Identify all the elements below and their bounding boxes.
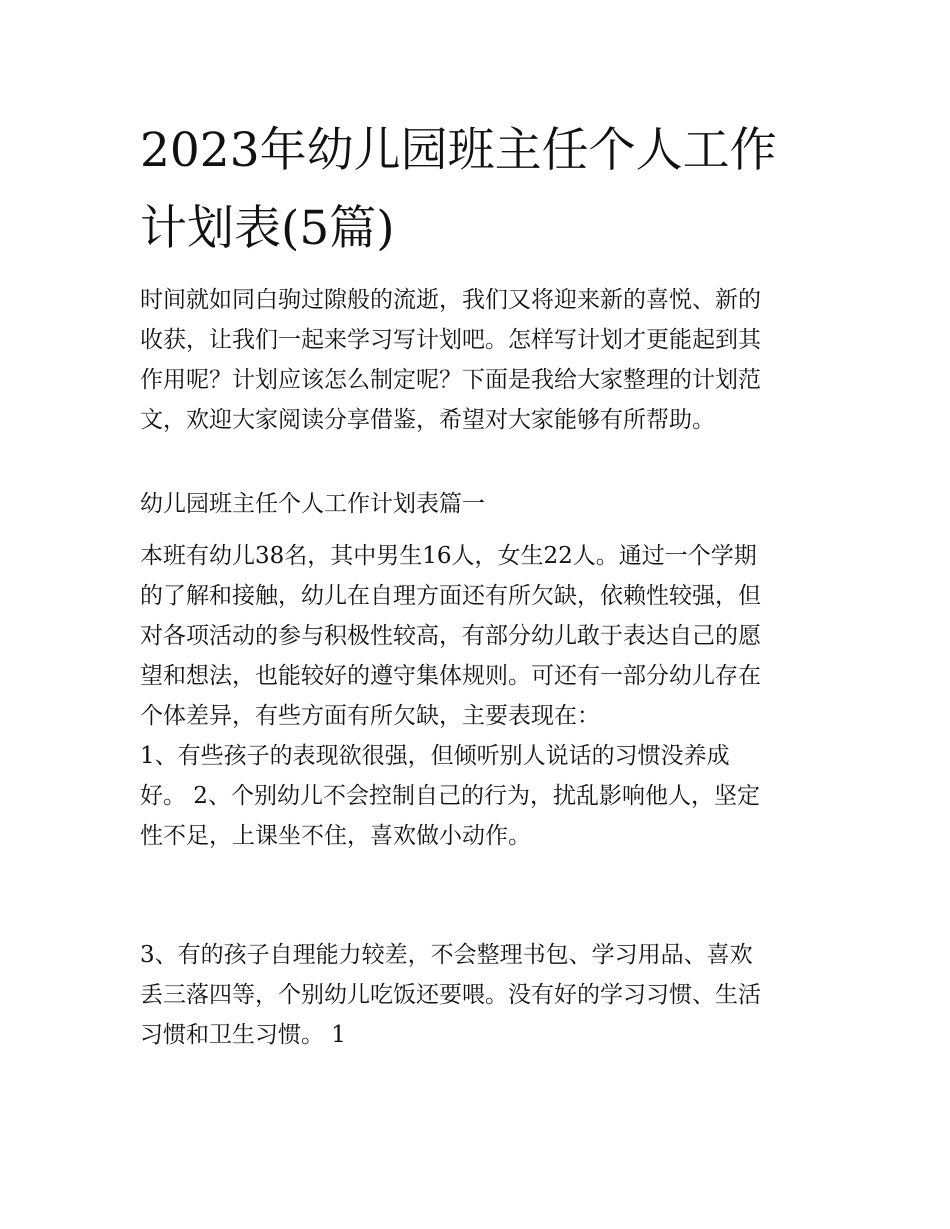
section-heading [140, 484, 830, 524]
item3-line-3: 习惯和卫生习惯。 1 [140, 1022, 346, 1048]
document-title [140, 112, 820, 268]
title-line-1: 2023年幼儿园班主任个人工作 [140, 123, 777, 178]
paragraph-line-3: 对各项活动的参与积极性较高，有部分幼儿敢于表达自己的愿 [140, 623, 761, 649]
paragraph-line-7: 好。 2、个别幼儿不会控制自己的行为，扰乱影响他人，坚定 [140, 783, 760, 809]
paragraph-line-6: 1、有些孩子的表现欲很强，但倾听别人说话的习惯没养成 [140, 743, 730, 769]
body-paragraph [140, 536, 830, 856]
intro-paragraph [140, 280, 830, 440]
section-heading-text: 幼儿园班主任个人工作计划表篇一 [140, 491, 485, 517]
list-item-3 [140, 935, 830, 1055]
paragraph-line-5: 个体差异，有些方面有所欠缺，主要表现在： [140, 703, 600, 729]
paragraph-line-8: 性不足，上课坐不住，喜欢做小动作。 [140, 823, 531, 849]
intro-line-1: 时间就如同白驹过隙般的流逝，我们又将迎来新的喜悦、新的 [140, 287, 761, 313]
paragraph-line-2: 的了解和接触，幼儿在自理方面还有所欠缺，依赖性较强，但 [140, 583, 761, 609]
item3-line-2: 丢三落四等，个别幼儿吃饭还要喂。没有好的学习习惯、生活 [140, 982, 761, 1008]
paragraph-line-1: 本班有幼儿38名，其中男生16人，女生22人。通过一个学期 [140, 543, 757, 569]
intro-line-3: 作用呢？计划应该怎么制定呢？下面是我给大家整理的计划范 [140, 367, 761, 393]
intro-line-2: 收获，让我们一起来学习写计划吧。怎样写计划才更能起到其 [140, 327, 761, 353]
item3-line-1: 3、有的孩子自理能力较差，不会整理书包、学习用品、喜欢 [140, 942, 753, 968]
intro-line-4: 文，欢迎大家阅读分享借鉴，希望对大家能够有所帮助。 [140, 407, 715, 433]
title-line-2: 计划表(5篇) [140, 201, 395, 256]
paragraph-line-4: 望和想法，也能较好的遵守集体规则。可还有一部分幼儿存在 [140, 663, 761, 689]
